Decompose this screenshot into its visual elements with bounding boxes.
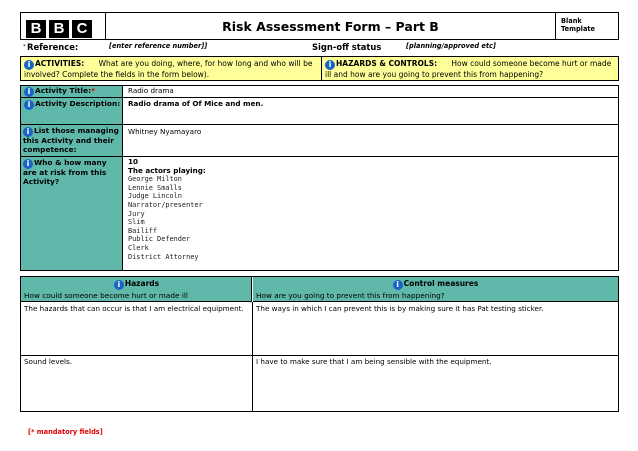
row-divider [21,156,618,157]
actor-item: Slim [128,218,145,227]
row-divider [21,97,618,98]
form-title: Risk Assessment Form – Part B [222,19,439,34]
template-label: Blank Template [561,17,596,33]
info-icon: i [114,280,124,290]
control-cell[interactable]: The ways in which I can prevent this is by making sure it has Pat testing sticker. [256,304,544,313]
actor-list [128,175,598,261]
actor-item: Public Defender [128,235,191,244]
signoff-field[interactable]: [planning/approved etc] [406,42,496,50]
controls-subheader: How are you going to prevent this from happening? [256,291,445,300]
actor-item: Narrator/presenter [128,200,203,209]
hazards-subheader: How could someone become hurt or made ill [24,291,188,300]
actor-item: Clerk [128,243,149,252]
row-divider [21,355,618,356]
controls-header: Control measures [403,279,479,288]
mandatory-asterisk: * [91,86,95,95]
bbc-logo-letter: B [49,20,69,38]
activity-description-field[interactable]: Radio drama of Of Mice and men. [128,99,264,108]
reference-marker: * [23,44,26,50]
reference-label: Reference: [27,42,79,52]
info-icon: i [393,280,403,290]
actor-item: George Milton [128,175,182,184]
actor-item: Jury [128,209,145,218]
activity-description-label: i Activity Description: [24,100,120,110]
hazards-header: Hazards [124,279,160,288]
actor-item: Lennie Smalls [128,183,182,192]
at-risk-heading: The actors playing: [128,165,206,175]
hazard-cell[interactable]: The hazards that can occur is that I am electrical equipment. [24,304,244,313]
actor-item: District Attorney [128,252,199,261]
actor-item: Judge Lincoln [128,192,182,201]
managers-field[interactable]: Whitney Nyamayaro [128,127,202,136]
actor-item: Bailiff [128,226,158,235]
controls-header-cell [253,277,618,302]
mandatory-fields-note: [* mandatory fields] [28,428,103,436]
hazards-table [20,276,619,412]
column-divider [252,302,253,411]
at-risk-count: 10 [128,157,139,166]
info-icon: i [24,87,34,97]
activity-title-label: i Activity Title:* [24,87,95,97]
managers-label: i List those managing this Activity and their competence: [23,126,119,154]
activities-info-box [20,56,321,81]
info-icon: i [325,60,335,70]
bbc-logo [26,18,95,38]
control-cell[interactable]: I have to make sure that I am being sensible with the equipment. [256,357,492,366]
hazards-info-box [321,56,619,81]
hazards-help-text: How could someone become hurt or made ill and how are you going to prevent this from happening? [325,59,612,79]
hazards-controls-label: HAZARDS & CONTROLS: [336,59,438,68]
hazards-header-cell [21,277,252,302]
signoff-label: Sign-off status [312,42,382,52]
template-divider [555,13,556,39]
row-divider [21,124,618,125]
activity-table [20,85,619,271]
info-icon: i [23,127,33,137]
bbc-logo-letter: B [26,20,46,38]
activities-help-text: What are you doing, where, for how long and who will be involved? Complete the fields in the form below). [24,59,313,79]
activity-title-field[interactable]: Radio drama [128,86,174,95]
info-icon: i [23,159,33,169]
info-icon: i [24,100,34,110]
header-row [20,12,619,40]
hazard-cell[interactable]: Sound levels. [24,357,73,366]
at-risk-label: i Who & how many are at risk from this Activity? [23,158,107,186]
bbc-logo-letter: C [72,20,92,38]
reference-row [20,40,619,54]
activities-label: ACTIVITIES: [35,59,85,68]
at-risk-field[interactable] [128,158,598,261]
reference-field[interactable]: [enter reference number]] [109,42,208,50]
info-icon: i [24,60,34,70]
